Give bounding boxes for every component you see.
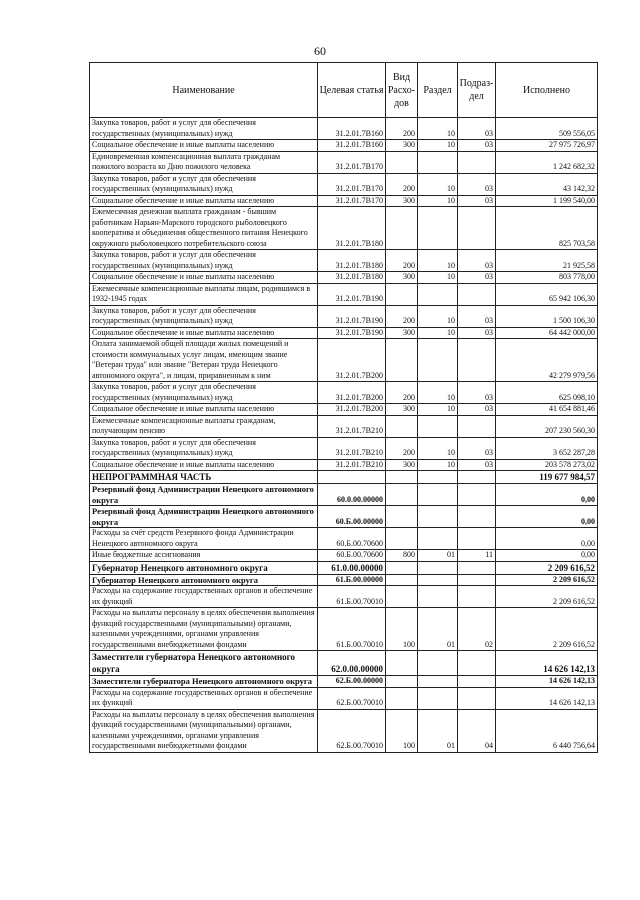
cell-target-article: 31.2.01.7В170 [318, 151, 386, 173]
cell-section [418, 471, 458, 484]
cell-executed: 21 925,58 [496, 250, 598, 272]
table-row [90, 506, 598, 528]
cell-target-article: 60.0.00.00000 [318, 484, 386, 506]
cell-executed: 1 242 682,32 [496, 151, 598, 173]
cell-section: 01 [418, 608, 458, 651]
cell-target-article [318, 471, 386, 484]
cell-name: Закупка товаров, работ и услуг для обеспечения государственных (муниципальных) нужд [90, 305, 318, 327]
cell-subsection: 03 [458, 305, 496, 327]
page-number: 60 [314, 44, 326, 58]
table-row [90, 484, 598, 506]
cell-expense-type: 200 [386, 437, 418, 459]
table-row [90, 404, 598, 416]
cell-section: 10 [418, 272, 458, 284]
cell-executed: 27 975 726,97 [496, 140, 598, 152]
table-row [90, 437, 598, 459]
cell-name: Иные бюджетные ассигнования [90, 550, 318, 562]
table-row [90, 608, 598, 651]
cell-executed: 6 440 756,64 [496, 709, 598, 752]
cell-name: Ежемесячные компенсационные выплаты гражданам, получающим пенсию [90, 415, 318, 437]
cell-name: Расходы на содержание государственных органов и обеспечение их функций [90, 586, 318, 608]
cell-expense-type: 800 [386, 550, 418, 562]
table-row [90, 151, 598, 173]
cell-target-article: 31.2.01.7В160 [318, 118, 386, 140]
cell-subsection [458, 339, 496, 382]
cell-target-article: 62.Б.00.70010 [318, 709, 386, 752]
cell-subsection: 03 [458, 327, 496, 339]
cell-section: 10 [418, 404, 458, 416]
cell-section: 10 [418, 327, 458, 339]
cell-target-article: 61.Б.00.70010 [318, 608, 386, 651]
cell-executed: 14 626 142,13 [496, 676, 598, 688]
cell-target-article: 60.Б.00.70600 [318, 550, 386, 562]
cell-subsection [458, 528, 496, 550]
cell-section: 01 [418, 550, 458, 562]
header-subsection: Подраз- дел [458, 63, 496, 118]
cell-expense-type [386, 484, 418, 506]
cell-executed: 0,00 [496, 484, 598, 506]
cell-expense-type: 300 [386, 272, 418, 284]
table-row [90, 173, 598, 195]
cell-name: Закупка товаров, работ и услуг для обеспечения государственных (муниципальных) нужд [90, 437, 318, 459]
cell-executed: 65 942 106,30 [496, 283, 598, 305]
cell-name: Социальное обеспечение и иные выплаты населению [90, 140, 318, 152]
cell-subsection [458, 471, 496, 484]
cell-executed: 1 500 106,30 [496, 305, 598, 327]
cell-executed: 3 652 287,28 [496, 437, 598, 459]
cell-executed: 14 626 142,13 [496, 687, 598, 709]
cell-executed: 207 230 560,30 [496, 415, 598, 437]
cell-expense-type: 200 [386, 382, 418, 404]
table-row [90, 118, 598, 140]
cell-target-article: 60.Б.00.00000 [318, 506, 386, 528]
table-row [90, 459, 598, 471]
cell-expense-type: 300 [386, 195, 418, 207]
cell-expense-type [386, 471, 418, 484]
cell-subsection [458, 283, 496, 305]
cell-executed: 2 209 616,52 [496, 574, 598, 586]
table-row [90, 327, 598, 339]
cell-target-article: 31.2.01.7В200 [318, 404, 386, 416]
cell-name: Социальное обеспечение и иные выплаты населению [90, 272, 318, 284]
cell-executed: 14 626 142,13 [496, 651, 598, 676]
cell-subsection: 04 [458, 709, 496, 752]
cell-subsection [458, 484, 496, 506]
cell-executed: 2 209 616,52 [496, 586, 598, 608]
cell-expense-type [386, 676, 418, 688]
cell-target-article: 31.2.01.7В180 [318, 250, 386, 272]
header-section: Раздел [418, 63, 458, 118]
cell-name: Резервный фонд Администрации Ненецкого автономного округа [90, 484, 318, 506]
cell-executed: 509 556,05 [496, 118, 598, 140]
cell-expense-type: 200 [386, 118, 418, 140]
cell-name: Закупка товаров, работ и услуг для обеспечения государственных (муниципальных) нужд [90, 382, 318, 404]
cell-name: Расходы на выплаты персоналу в целях обеспечения выполнения функций государственными (муниципальными) органами, казенными учреждениями, органами управления государственными внебюджетными фондами [90, 709, 318, 752]
cell-name: Социальное обеспечение и иные выплаты населению [90, 327, 318, 339]
cell-subsection [458, 506, 496, 528]
cell-target-article: 60.Б.00.70600 [318, 528, 386, 550]
cell-target-article: 62.0.00.00000 [318, 651, 386, 676]
table-row [90, 471, 598, 484]
table-row [90, 574, 598, 586]
cell-subsection: 03 [458, 459, 496, 471]
cell-name: Закупка товаров, работ и услуг для обеспечения государственных (муниципальных) нужд [90, 250, 318, 272]
cell-expense-type [386, 415, 418, 437]
cell-section [418, 506, 458, 528]
table-row [90, 528, 598, 550]
table-row [90, 561, 598, 574]
cell-target-article: 31.2.01.7В170 [318, 173, 386, 195]
cell-target-article: 31.2.01.7В180 [318, 272, 386, 284]
table-body [90, 118, 598, 753]
cell-section [418, 687, 458, 709]
cell-section [418, 283, 458, 305]
cell-name: Губернатор Ненецкого автономного округа [90, 561, 318, 574]
cell-subsection: 03 [458, 250, 496, 272]
cell-executed: 119 677 984,57 [496, 471, 598, 484]
cell-expense-type [386, 506, 418, 528]
cell-executed: 43 142,32 [496, 173, 598, 195]
cell-subsection: 03 [458, 195, 496, 207]
cell-name: Ежемесячная денежная выплата гражданам - бывшим работникам Нарьян-Марского городского рыболовецкого кооператива и объединения общественного питания Ненецкого окружного рыболовецкого потребительского союза [90, 207, 318, 250]
cell-name: Расходы на содержание государственных органов и обеспечение их функций [90, 687, 318, 709]
cell-subsection [458, 207, 496, 250]
cell-target-article: 31.2.01.7В200 [318, 382, 386, 404]
table-row [90, 382, 598, 404]
cell-executed: 0,00 [496, 506, 598, 528]
table-header-row [90, 63, 598, 118]
cell-executed: 2 209 616,52 [496, 608, 598, 651]
table-row [90, 676, 598, 688]
table-row [90, 339, 598, 382]
cell-section [418, 676, 458, 688]
cell-name: Социальное обеспечение и иные выплаты населению [90, 459, 318, 471]
cell-expense-type [386, 207, 418, 250]
cell-subsection [458, 586, 496, 608]
cell-subsection: 03 [458, 118, 496, 140]
cell-expense-type [386, 561, 418, 574]
cell-target-article: 31.2.01.7В160 [318, 140, 386, 152]
cell-executed: 64 442 000,00 [496, 327, 598, 339]
table-row [90, 283, 598, 305]
cell-section: 10 [418, 459, 458, 471]
cell-target-article: 31.2.01.7В210 [318, 459, 386, 471]
cell-target-article: 62.Б.00.70010 [318, 687, 386, 709]
cell-executed: 0,00 [496, 550, 598, 562]
cell-section: 01 [418, 709, 458, 752]
table-row [90, 305, 598, 327]
cell-section: 10 [418, 140, 458, 152]
cell-subsection: 11 [458, 550, 496, 562]
cell-expense-type [386, 586, 418, 608]
cell-executed: 1 199 540,00 [496, 195, 598, 207]
cell-executed: 203 578 273,02 [496, 459, 598, 471]
cell-subsection [458, 676, 496, 688]
cell-section: 10 [418, 437, 458, 459]
cell-expense-type: 300 [386, 140, 418, 152]
cell-name: НЕПРОГРАММНАЯ ЧАСТЬ [90, 471, 318, 484]
cell-section [418, 561, 458, 574]
cell-name: Резервный фонд Администрации Ненецкого автономного округа [90, 506, 318, 528]
cell-section [418, 484, 458, 506]
cell-name: Расходы за счёт средств Резервного фонда Администрации Ненецкого автономного округа [90, 528, 318, 550]
cell-expense-type [386, 283, 418, 305]
cell-target-article: 31.2.01.7В180 [318, 207, 386, 250]
cell-name: Ежемесячные компенсационные выплаты лицам, родившимся в 1932-1945 годах [90, 283, 318, 305]
cell-expense-type: 300 [386, 459, 418, 471]
cell-section [418, 586, 458, 608]
header-executed: Исполнено [496, 63, 598, 118]
header-name: Наименование [90, 63, 318, 118]
budget-table [89, 62, 598, 753]
cell-target-article: 61.0.00.00000 [318, 561, 386, 574]
cell-expense-type [386, 151, 418, 173]
cell-section [418, 207, 458, 250]
cell-name: Расходы на выплаты персоналу в целях обеспечения выполнения функций государственными (муниципальными) органами, казенными учреждениями, органами управления государственными внебюджетными фондами [90, 608, 318, 651]
cell-name: Закупка товаров, работ и услуг для обеспечения государственных (муниципальных) нужд [90, 118, 318, 140]
cell-subsection: 03 [458, 382, 496, 404]
cell-expense-type [386, 528, 418, 550]
table-row [90, 687, 598, 709]
table-row [90, 250, 598, 272]
cell-subsection: 03 [458, 437, 496, 459]
cell-executed: 41 654 881,46 [496, 404, 598, 416]
cell-section: 10 [418, 195, 458, 207]
cell-name: Закупка товаров, работ и услуг для обеспечения государственных (муниципальных) нужд [90, 173, 318, 195]
cell-expense-type [386, 651, 418, 676]
cell-name: Оплата занимаемой общей площади жилых помещений и стоимости коммунальных услуг лицам, имеющим звание "Ветеран труда" или звание "Ветеран труда Ненецкого автономного округа", и лицам, приравненным к ним [90, 339, 318, 382]
cell-section: 10 [418, 305, 458, 327]
cell-expense-type [386, 687, 418, 709]
cell-executed: 625 098,10 [496, 382, 598, 404]
cell-executed: 42 279 979,56 [496, 339, 598, 382]
cell-executed: 0,00 [496, 528, 598, 550]
cell-target-article: 31.2.01.7В210 [318, 437, 386, 459]
cell-subsection: 03 [458, 173, 496, 195]
cell-subsection: 03 [458, 140, 496, 152]
cell-subsection [458, 561, 496, 574]
table-row [90, 550, 598, 562]
cell-section [418, 339, 458, 382]
cell-target-article: 31.2.01.7В200 [318, 339, 386, 382]
table-row [90, 207, 598, 250]
cell-subsection [458, 574, 496, 586]
cell-expense-type: 300 [386, 404, 418, 416]
table-row [90, 586, 598, 608]
cell-subsection [458, 651, 496, 676]
cell-executed: 2 209 616,52 [496, 561, 598, 574]
cell-section [418, 528, 458, 550]
cell-subsection [458, 687, 496, 709]
cell-name: Губернатор Ненецкого автономного округа [90, 574, 318, 586]
header-target-article: Целевая статья [318, 63, 386, 118]
cell-subsection: 03 [458, 272, 496, 284]
cell-section: 10 [418, 250, 458, 272]
table-row [90, 195, 598, 207]
cell-expense-type: 200 [386, 173, 418, 195]
cell-target-article: 31.2.01.7В170 [318, 195, 386, 207]
cell-expense-type: 100 [386, 709, 418, 752]
cell-name: Социальное обеспечение и иные выплаты населению [90, 404, 318, 416]
table-row [90, 651, 598, 676]
table-row [90, 415, 598, 437]
cell-section [418, 574, 458, 586]
cell-subsection [458, 415, 496, 437]
cell-section: 10 [418, 118, 458, 140]
cell-executed: 803 778,00 [496, 272, 598, 284]
cell-expense-type: 200 [386, 305, 418, 327]
cell-target-article: 31.2.01.7В210 [318, 415, 386, 437]
cell-expense-type [386, 574, 418, 586]
cell-name: Единовременная компенсационная выплата гражданам пожилого возраста ко Дню пожилого человека [90, 151, 318, 173]
cell-section: 10 [418, 173, 458, 195]
cell-expense-type: 100 [386, 608, 418, 651]
cell-target-article: 62.Б.00.00000 [318, 676, 386, 688]
cell-section [418, 415, 458, 437]
cell-target-article: 31.2.01.7В190 [318, 327, 386, 339]
cell-subsection: 03 [458, 404, 496, 416]
cell-expense-type: 300 [386, 327, 418, 339]
cell-target-article: 61.Б.00.70010 [318, 586, 386, 608]
cell-target-article: 31.2.01.7В190 [318, 283, 386, 305]
cell-expense-type [386, 339, 418, 382]
cell-name: Заместители губернатора Ненецкого автономного округа [90, 676, 318, 688]
header-expense-type: Вид Расхо- дов [386, 63, 418, 118]
cell-section [418, 151, 458, 173]
cell-expense-type: 200 [386, 250, 418, 272]
cell-section: 10 [418, 382, 458, 404]
cell-section [418, 651, 458, 676]
cell-name: Социальное обеспечение и иные выплаты населению [90, 195, 318, 207]
cell-subsection: 02 [458, 608, 496, 651]
table-row [90, 140, 598, 152]
cell-target-article: 61.Б.00.00000 [318, 574, 386, 586]
table-row [90, 709, 598, 752]
cell-executed: 825 703,58 [496, 207, 598, 250]
cell-name: Заместители губернатора Ненецкого автономного округа [90, 651, 318, 676]
table-row [90, 272, 598, 284]
cell-target-article: 31.2.01.7В190 [318, 305, 386, 327]
cell-subsection [458, 151, 496, 173]
